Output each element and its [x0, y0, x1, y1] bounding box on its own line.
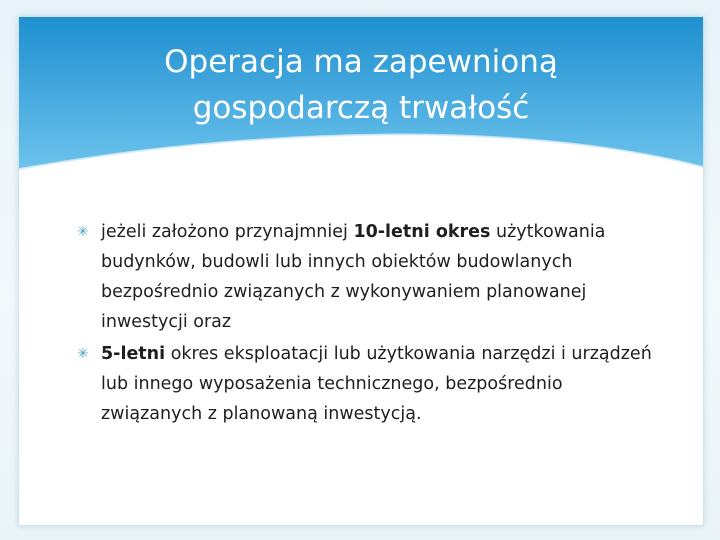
asterisk-bullet-icon: ✳: [77, 346, 89, 362]
title-line-2: gospodarczą trwałość: [192, 90, 530, 126]
bullet-item: [77, 217, 657, 337]
bullet-text-bold: 10-letni okres: [353, 222, 491, 242]
bullet-text-post: okres eksploatacji lub użytkowania narzędzi i urządzeń lub innego wyposażenia technicznego, bezpośrednio związanych z planowaną inwestycją.: [101, 344, 652, 424]
bullet-item: [77, 339, 657, 429]
content-panel: [18, 16, 704, 526]
title-line-1: Operacja ma zapewnioną: [164, 44, 558, 80]
slide-title: [59, 39, 663, 131]
bullet-list: [77, 217, 657, 431]
bullet-text-post: użytkowania budynków, budowli lub innych obiektów budowlanych bezpośrednio związanych z wykonywaniem planowanej inwestycji oraz: [101, 222, 606, 332]
bullet-text-bold: 5-letni: [101, 344, 166, 364]
asterisk-bullet-icon: ✳: [77, 224, 89, 240]
bullet-text-pre: jeżeli założono przynajmniej: [101, 222, 354, 242]
